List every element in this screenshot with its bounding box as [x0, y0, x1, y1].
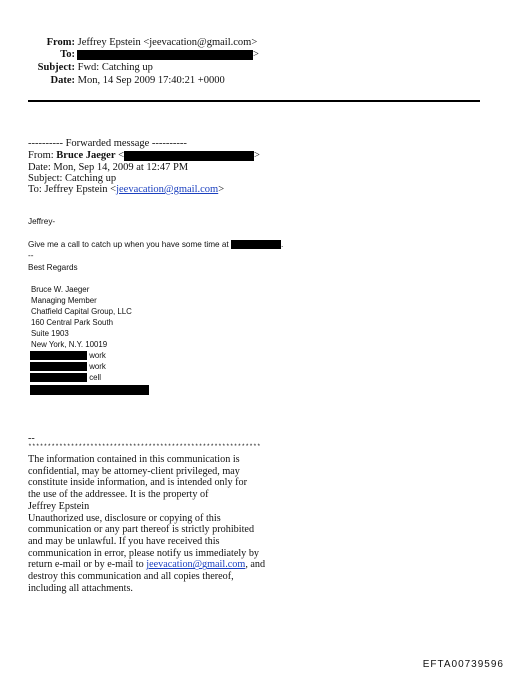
- disclaimer-line: and may be unlawful. If you have received this: [28, 535, 220, 547]
- signature-line: New York, N.Y. 10019: [31, 340, 108, 349]
- forward-from-prefix: From:: [28, 150, 57, 161]
- header-to: [20, 48, 259, 61]
- closing: Best Regards: [28, 263, 78, 272]
- forward-to-prefix: To: Jeffrey Epstein <: [28, 184, 117, 195]
- subject-label: Subject:: [37, 62, 75, 73]
- signature-line: Chatfield Capital Group, LLC: [31, 307, 132, 316]
- disclaimer-line: the use of the addressee. It is the property of: [28, 489, 209, 501]
- forward-to: [28, 184, 224, 196]
- forward-from-open: <: [115, 150, 125, 161]
- disclaimer-line: constitute inside information, and is intended only for: [28, 477, 247, 489]
- redaction-block: [77, 50, 253, 60]
- disclaimer-line: including all attachments.: [28, 582, 133, 594]
- date-label: Date:: [50, 75, 75, 86]
- header-divider: [28, 100, 480, 102]
- phone-line: [30, 362, 106, 373]
- from-value: Jeffrey Epstein <jeevacation@gmail.com>: [77, 37, 258, 48]
- disclaimer-line: Unauthorized use, disclosure or copying of this: [28, 512, 221, 524]
- email-link[interactable]: jeevacation@gmail.com: [146, 559, 246, 571]
- disclaimer-text: [28, 454, 298, 594]
- disclaimer-line: destroy this communication and all copies thereof,: [28, 571, 234, 583]
- date-value: Mon, 14 Sep 2009 17:40:21 +0000: [77, 75, 225, 86]
- forward-from: [28, 150, 260, 162]
- from-label: From:: [46, 37, 75, 48]
- redaction-block: [30, 373, 87, 382]
- disclaimer-line: communication or any part thereof is strictly prohibited: [28, 524, 255, 536]
- redaction-block: [30, 362, 87, 371]
- forward-separator: ---------- Forwarded message ----------: [28, 138, 187, 149]
- phone-label: cell: [89, 373, 102, 382]
- redaction-block: [30, 385, 149, 395]
- body-sentence: Give me a call to catch up when you have some time at: [28, 240, 229, 249]
- body-text: [28, 239, 283, 250]
- greeting: Jeffrey-: [28, 217, 56, 226]
- disclaimer-line: communication in error, please notify us immediately by: [28, 547, 260, 559]
- disclaimer-prefix: return e-mail or by e-mail to: [28, 559, 147, 571]
- signature-line: Managing Member: [31, 296, 97, 305]
- body-end: .: [280, 240, 284, 249]
- disclaimer-line: The information contained in this communication is: [28, 454, 240, 465]
- forward-date: Date: Mon, Sep 14, 2009 at 12:47 PM: [28, 162, 189, 173]
- subject-value: Fwd: Catching up: [77, 62, 153, 73]
- signature-line: Suite 1903: [31, 329, 69, 338]
- forward-to-suffix: >: [218, 184, 225, 195]
- redaction-block: [231, 240, 284, 249]
- phone-label: work: [89, 351, 106, 360]
- forward-from-name: Bruce Jaeger: [56, 150, 116, 161]
- header-subject: [20, 61, 153, 74]
- document-id: EFTA00739596: [422, 659, 504, 670]
- email-link[interactable]: jeevacation@gmail.com: [116, 184, 219, 195]
- to-label: To:: [60, 49, 75, 60]
- header-date: [20, 74, 225, 87]
- forward-from-close: >: [254, 150, 260, 161]
- signature-line: Bruce W. Jaeger: [31, 285, 90, 294]
- disclaimer-suffix: , and: [245, 559, 266, 571]
- signature-line: 160 Central Park South: [31, 318, 114, 327]
- phone-line: [30, 351, 106, 362]
- to-suffix: >: [253, 49, 259, 60]
- redaction-block: [124, 151, 254, 161]
- body-dash: --: [28, 251, 34, 260]
- disclaimer-dash: --: [28, 433, 35, 444]
- redaction-block: [30, 351, 87, 360]
- disclaimer-line: Jeffrey Epstein: [28, 500, 90, 512]
- disclaimer-stars: ************************************************************: [28, 443, 261, 450]
- disclaimer-line-email: [28, 559, 298, 571]
- forward-subject: Subject: Catching up: [28, 173, 117, 184]
- phone-line: [30, 373, 101, 384]
- disclaimer-line: confidential, may be attorney-client privileged, may: [28, 465, 240, 477]
- phone-label: work: [89, 362, 106, 371]
